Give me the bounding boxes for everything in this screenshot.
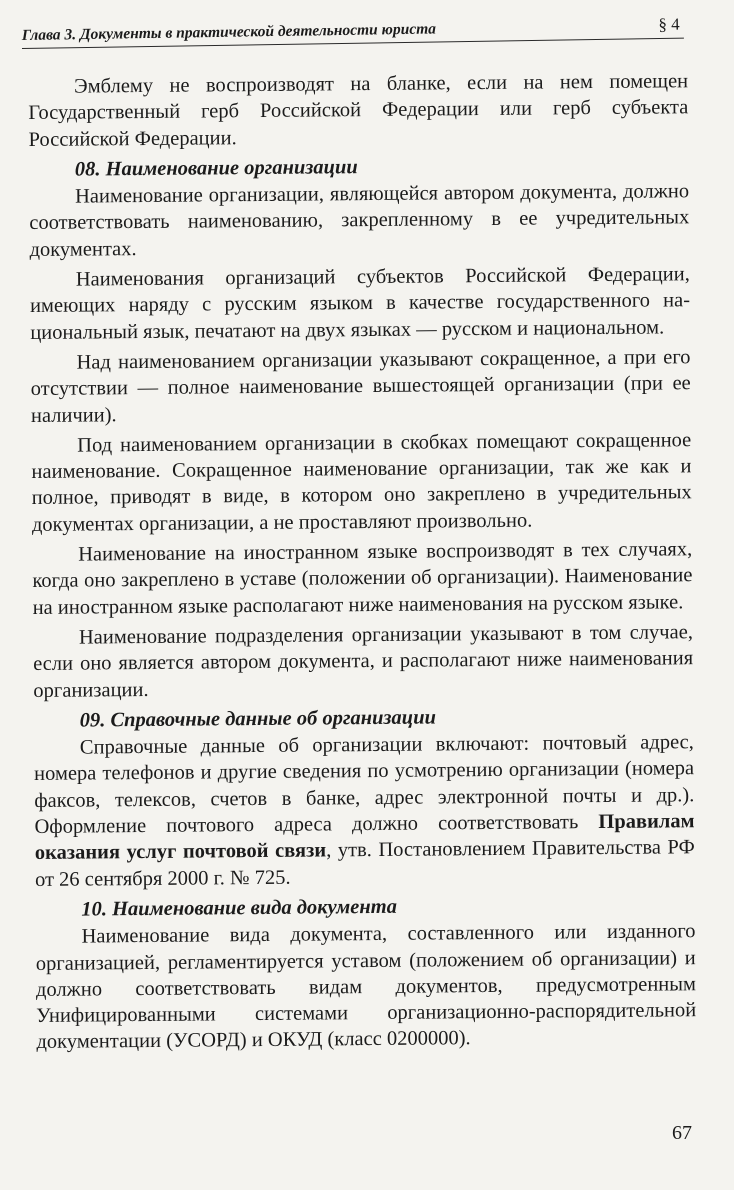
paragraph-document-type: Наименование вида документа, составленного или изданного организацией, регламентируется уставом (положением об организации) и должно соответствовать видам документов, предусмотренным Унифицированными системами организационно-распорядительной документации (УСОРД) и ОКУД (класс 0200000). <box>35 920 697 1054</box>
paragraph-emblem: Эмблему не воспроизводят на бланке, если на нем помещен Государственный герб Российской Федерации или герб субъекта Российской Федерации. <box>28 70 689 151</box>
heading-10: 10. Наименование вида документа <box>81 895 398 921</box>
paragraph-short-name: Под наименованием организации в скобках помещают сокращенное наименование. Сокращенное наименование организации, так же как и полное, приводят в виде, в котором оно закреплено в учредительных документах организации, а не проставляют произвольно. <box>31 429 692 536</box>
paragraph-org-name: Наименование организации, являющейся автором документа, должно соответствовать наименованию, закрепленному в ее учредительных документах. <box>29 180 690 261</box>
chapter-title: Глава 3. Документы в практической деятельности юриста <box>21 20 437 45</box>
page-body <box>28 68 697 1059</box>
paragraph-reference-data <box>34 729 695 893</box>
running-header <box>22 8 684 49</box>
paragraph-parent-org: Над наименованием организации указывают сокращенное, а при его отсутствии — полное наименование вышестоящей организации (при ее наличии). <box>30 346 691 427</box>
postal-rules-title: Правилам оказания услуг почтовой связи <box>34 810 695 865</box>
paragraph-subdivision: Наименование подразделения организации указывают в том случае, если оно является автором документа, и располагают ниже наименования организации. <box>33 621 694 702</box>
paragraph-subjects: Наименования организаций субъектов Российской Федерации, имеющих наряду с русским языком в качестве государственного национальный язык, печатают на двух языках — русском и национальном. <box>29 263 691 344</box>
heading-08: 08. Наименование организации <box>74 156 358 181</box>
reference-data-text-1: Справочные данные об организации включают: почтовый адрес, номера телефонов и другие сведения по усмотрению организации (номера факсов, телексов, счетов в банке, адрес электронной почты и др.). Оформление почтового адреса должно соответствовать <box>34 731 695 838</box>
heading-09: 09. Справочные данные об организации <box>79 706 437 732</box>
page-number: 67 <box>672 1122 692 1144</box>
reference-data-text-2: , утв. Постановлением Правительства РФ от 26 сентября 2000 г. № 725. <box>34 836 695 891</box>
section-number: § 4 <box>658 14 680 34</box>
paragraph-foreign-name: Наименование на иностранном языке воспроизводят в тех случаях, когда оно закреплено в уставе (положении об организации). Наименование на иностранном языке располагают ниже наименования на русском языке. <box>32 538 693 619</box>
